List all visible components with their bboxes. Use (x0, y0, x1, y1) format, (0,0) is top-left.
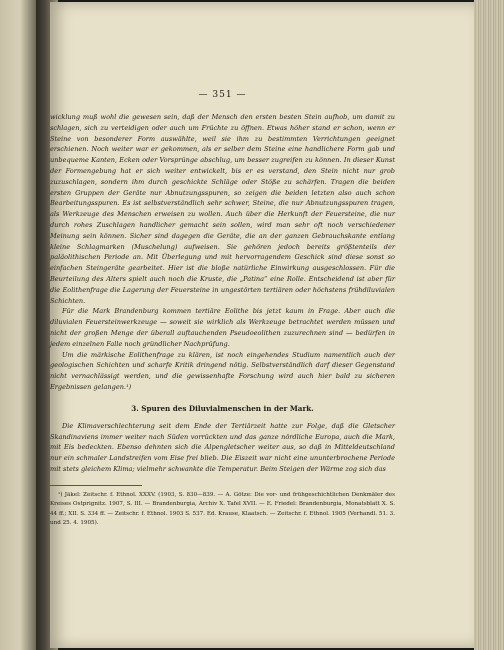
section-heading: 3. Spuren des Diluvialmenschen in der Mark. (131, 403, 314, 413)
paragraph: Für die Mark Brandenburg kommen tertiäre Eolithe bis jetzt kaum in Frage. Aber auch die diluvialen Feuersteinwerkzeuge — soweit sie wirklich als Werkzeuge betrachtet werden müssen und nicht der großen Menge der überall auftauchenden Pseudoeolithen zuzurechnen sind — bedürfen in jedem einzelnen Falle noch gründlicher Nachprüfung. (50, 307, 395, 348)
paragraph: Die Klimaverschlechterung seit dem Ende der Tertiärzeit hatte zur Folge, daß die Gletscher Skandinaviens immer weiter nach Süden vorrückten und das ganze nördliche Europa, auch die Mark, mit Eis bedeckten. Ebenso dehnten sich die Alpengletscher weiter aus, so daß in Mitteldeutschland nur ein schmaler Landstreifen vom Eise frei blieb. Die Eiszeit war nicht eine ununterbrochene Periode mit stets gleichem Klima; vielmehr schwankte die Temperatur. Beim Steigen der Wärme zog sich das (50, 421, 395, 473)
paragraph: Um die märkische Eolithenfrage zu klären, ist noch eingehendes Studium namentlich auch der geologischen Schichten und scharfe Kritik dringend nötig. Selbstverständlich darf dieser Gegenstand nicht vernachlässigt werden, und die gewissenhafte Forschung wird auch hier bald zu sicheren Ergebnissen gelangen.¹) (50, 350, 395, 391)
footnote: ¹) Jäkel: Zeitschr. f. Ethnol. XXXV. (1903, S. 830—839. — A. Götze: Die vor- und frühgeschichtlichen Denkmäler des Kreises Ostprignitz. 1907, S. III. — Brandenburgia, Archiv X. Tafel XVII. — E. Friedel: Brandenburgia, Monatsblatt X. S. 44 ff.; XII. S. 334 ff. — Zeitschr. f. Ethnol. 1903 S. 537. Ed. Krause, Klaatsch. — Zeitschr. f. Ethnol. 1905 (Verhandl. 51. 3. und 25. 4. 1905). (50, 491, 395, 527)
footnotes (50, 491, 395, 529)
footnote-divider (50, 485, 142, 486)
paragraph: wicklung muß wohl die gewesen sein, daß der Mensch den ersten besten Stein aufhob, um damit zu schlagen, sich zu verteidigen oder auch um Früchte zu öffnen. Etwas höher stand er schon, wenn er Steine von besonderer Form auswählte, weil sie ihm zu bestimmten Verrichtungen geeignet erschienen. Noch weiter war er gekommen, als er selber dem Steine eine handlichere Form gab und unbequeme Kanten, Ecken oder Vorsprünge abschlug, um besser zugreifen zu können. In dieser Kunst der Formengebung hat er sich weiter entwickelt, bis er es verstand, den Stein nicht nur grob zuzuschlagen, sondern ihm durch geschickte Schläge oder Stöße zu schärfen. Tragen die beiden ersten Gruppen der Geräte nur Abnutzungsspuren, so zeigen die beiden letzten also auch schon Bearbeitungsspuren. Es ist selbstverständlich sehr schwer, Steine, die nur Abnutzungsspuren tragen, als Werkzeuge des Menschen erweisen zu wollen. Auch über die Herkunft der Feuersteine, die nur durch rohes Zuschlagen handlicher gemacht sein sollen, wird man sehr oft noch verschiedener Meinung sein können. Sicher sind dagegen die Geräte, die an der ganzen Gebrauchskante entlang kleine Schlagmarken (Muschelung) aufweisen. Sie gehören jedoch bereits größtenteils der paläolithischen Periode an. Mit Überlegung und mit hervorragendem Geschick sind diese sonst so einfachen Steingeräte gearbeitet. Hier ist die bloße natürliche Einwirkung ausgeschlossen. Für die Beurteilung des Alters spielt auch noch die Kruste, die „Patina“ eine Rolle. Entscheidend ist aber für die Eolithenfrage die Lagerung der Feuersteine in ungestörten tertiären oder höchstens frühdiluvialen Schichten. (50, 113, 395, 305)
page-content (50, 0, 395, 529)
page-number: — 351 — (198, 90, 247, 100)
section-text (50, 421, 395, 475)
main-text (50, 112, 395, 393)
left-page-edge (0, 0, 36, 650)
page-stack-edge (474, 0, 504, 650)
